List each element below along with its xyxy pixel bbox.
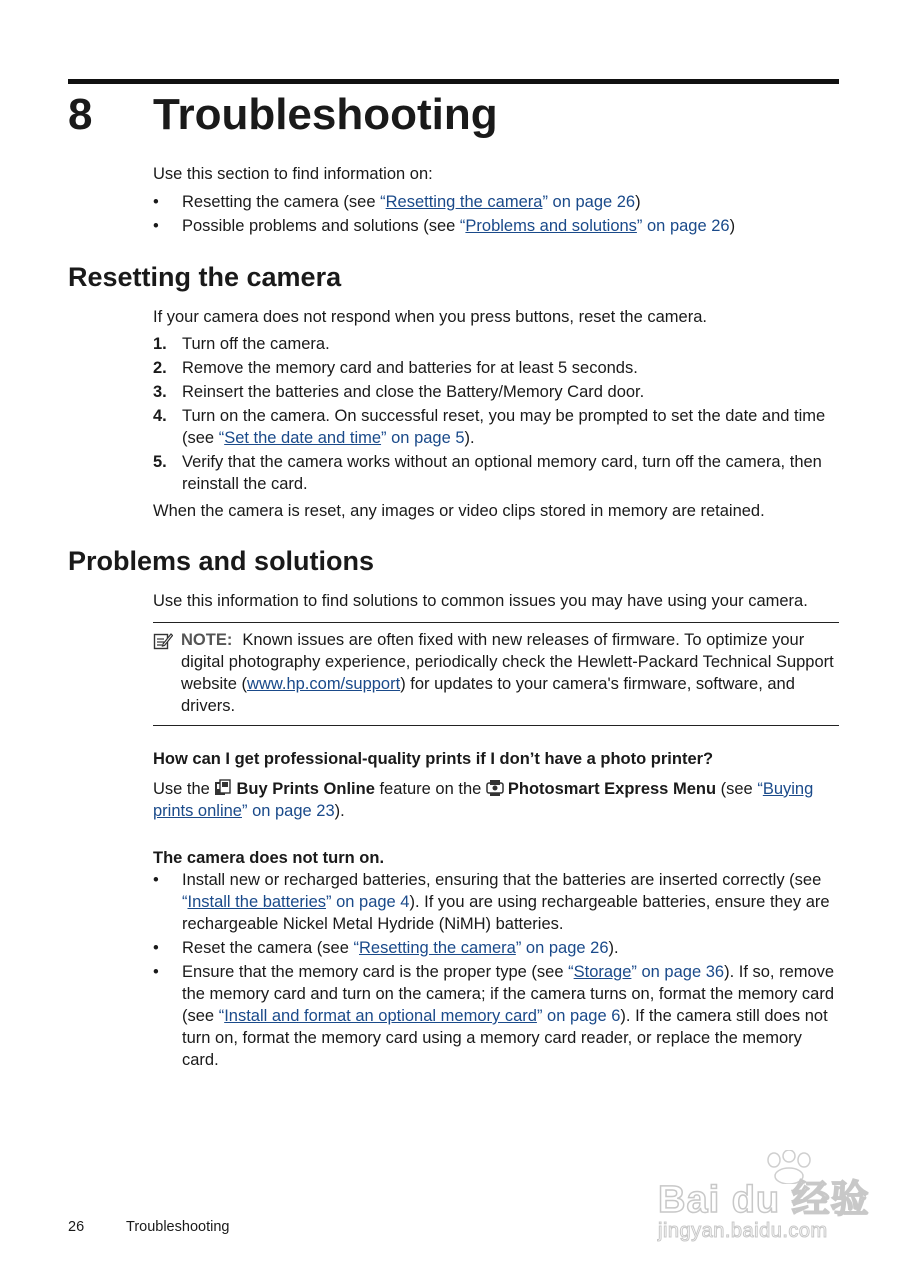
link-hp-support[interactable]: www.hp.com/support (247, 675, 401, 693)
problems-intro-block (153, 590, 843, 612)
reset-intro: If your camera does not respond when you press buttons, reset the camera. (153, 308, 707, 326)
photosmart-express-icon (486, 779, 504, 797)
note-label: NOTE: (181, 631, 233, 649)
link-install-format-card[interactable]: Install and format an optional memory card (224, 1007, 537, 1025)
link-storage[interactable]: Storage (573, 963, 632, 981)
question-power (153, 847, 843, 1073)
step-item: 4. Turn on the camera. On successful reset, you may be prompted to set the date and time (see “Set the date and time” on page 5). (153, 407, 826, 447)
chapter-number: 8 (68, 90, 93, 139)
step-item: 1. Turn off the camera. (153, 335, 330, 353)
list-item: • Possible problems and solutions (see “Problems and solutions” on page 26) (153, 217, 736, 235)
link-install-batteries[interactable]: Install the batteries (187, 893, 326, 911)
buy-prints-icon (214, 779, 232, 797)
list-item: • Resetting the camera (see “Resetting the camera” on page 26) (153, 193, 641, 211)
reset-steps (153, 333, 843, 495)
question-heading: The camera does not turn on. (153, 849, 385, 867)
note-text: NOTE: Known issues are often fixed with new releases of firmware. To optimize your digital photography experience, periodically check the Hewlett-Packard Technical Support website (www.hp.com/support) for updates to your camera's firmware, software, and drivers. (181, 631, 834, 715)
section-heading-reset: Resetting the camera (68, 262, 342, 292)
reset-block (153, 306, 843, 522)
link-resetting-camera[interactable]: Resetting the camera (359, 939, 516, 957)
step-item: 2. Remove the memory card and batteries for at least 5 seconds. (153, 359, 638, 377)
chapter-title: Troubleshooting (153, 90, 498, 139)
link-set-date-time[interactable]: Set the date and time (224, 429, 382, 447)
question-heading: How can I get professional-quality prints if I don’t have a photo printer? (153, 750, 714, 768)
footer-title: Troubleshooting (126, 1219, 230, 1235)
list-item: • Reset the camera (see “Resetting the camera” on page 26). (153, 939, 619, 957)
chapter-heading (68, 88, 839, 148)
baidu-watermark (658, 1150, 873, 1250)
intro-list (153, 191, 843, 237)
list-item: • Install new or recharged batteries, ensuring that the batteries are inserted correctly (see “Install the batteries” on page 4). If you are using rechargeable batteries, ensure they are rechargeable Nickel Metal Hydride (NiMH) batteries. (153, 871, 830, 933)
note-icon (153, 631, 173, 651)
problems-intro: Use this information to find solutions to common issues you may have using your camera. (153, 592, 808, 610)
watermark-url: jingyan.baidu.com (658, 1220, 828, 1242)
step-item: 5. Verify that the camera works without an optional memory card, turn off the camera, then reinstall the card. (153, 453, 822, 493)
power-solutions-list (153, 869, 843, 1071)
link-problems-solutions[interactable]: Problems and solutions (465, 217, 637, 235)
chapter-rule (68, 79, 839, 84)
intro-block (153, 163, 843, 239)
list-item: • Ensure that the memory card is the proper type (see “Storage” on page 36). If so, remove the memory card and turn on the camera; if the camera turns on, format the memory card (see “Install and format an optional memory card” on page 6). If the camera still does not turn on, format the memory card using a memory card reader, or replace the memory card. (153, 963, 835, 1069)
step-item: 3. Reinsert the batteries and close the Battery/Memory Card door. (153, 383, 645, 401)
question-prints (153, 748, 843, 822)
intro-text: Use this section to find information on: (153, 165, 433, 183)
link-buying-prints[interactable]: Buying prints online (153, 780, 814, 820)
watermark-logo: Bai du 经验 (658, 1179, 870, 1221)
note-box (153, 622, 839, 726)
section-heading-problems: Problems and solutions (68, 546, 375, 576)
footer-page-number: 26 (68, 1219, 85, 1235)
reset-outro: When the camera is reset, any images or video clips stored in memory are retained. (153, 502, 765, 520)
link-resetting-camera[interactable]: Resetting the camera (385, 193, 543, 211)
question-answer: Use the Buy Prints Online feature on the Photosmart Express Menu (see “Buying prints online” on page 23). (153, 780, 814, 820)
